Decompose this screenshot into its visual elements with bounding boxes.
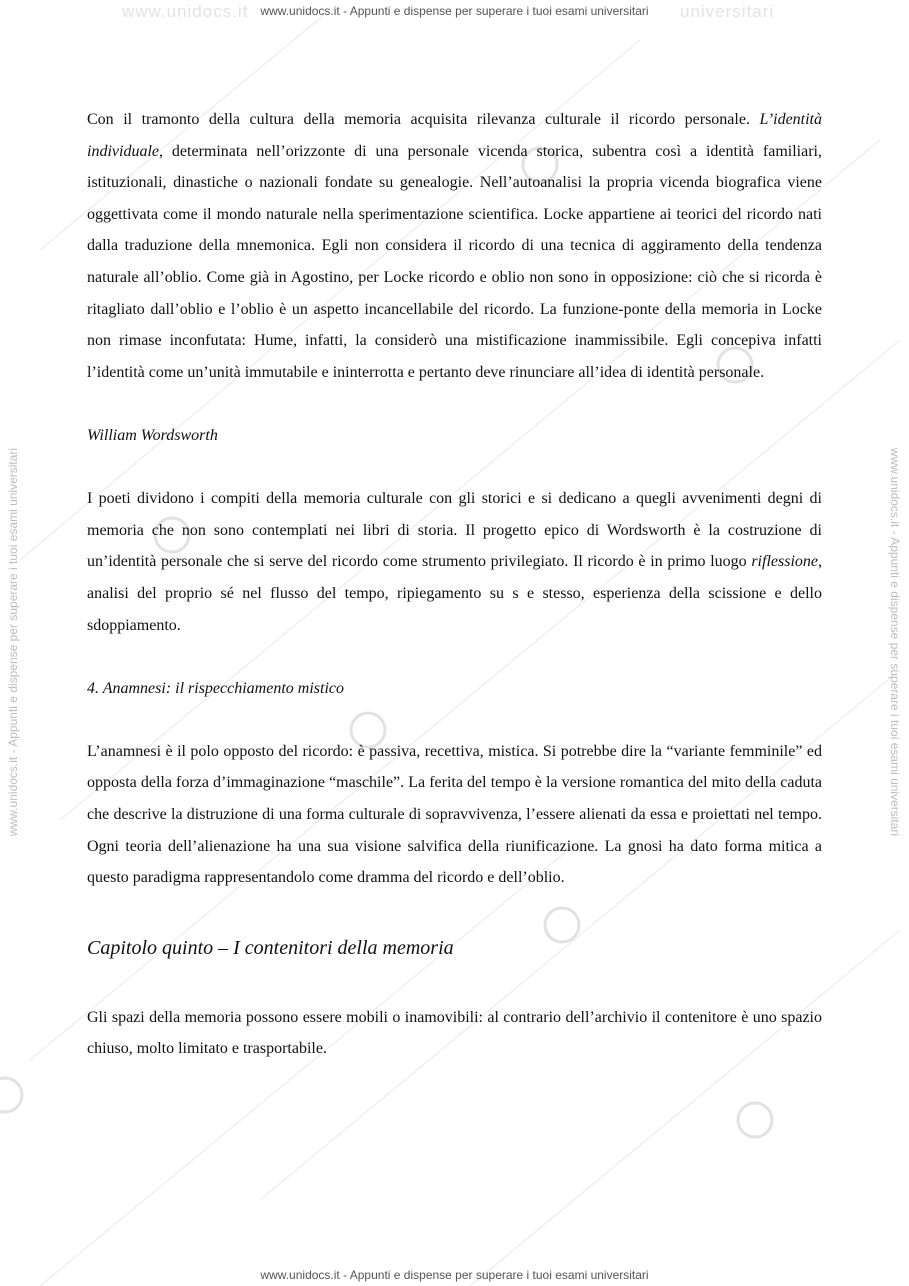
watermark-side-left: www.unidocs.it - Appunti e dispense per superare i tuoi esami universitari [6,447,20,837]
paragraph-contenitori: Gli spazi della memoria possono essere mobili o inamovibili: al contrario dell’archivio il contenitore è uno spazio chiuso, molto limitato e trasportabile. [87,1008,822,1058]
watermark-bottom: www.unidocs.it - Appunti e dispense per superare i tuoi esami universitari [260,1268,649,1282]
watermark-top: www.unidocs.it - Appunti e dispense per superare i tuoi esami universitari [260,4,649,18]
section-heading-anamnesi: 4. Anamnesi: il rispecchiamento mistico [87,679,344,697]
chapter-title: Capitolo quinto – I contenitori della memoria [87,936,454,959]
document-body [87,104,822,1065]
watermark-side-right: www.unidocs.it - Appunti e dispense per superare i tuoi esami universitari [888,447,902,837]
watermark-ghost-right: universitari [680,2,775,21]
paragraph-emphasis: riflessione [751,553,818,571]
paragraph-text: , determinata nell’orizzonte di una personale vicenda storica, subentra così a identità familiari, istituzionali, dinastiche o nazionali fondate su genealogie. Nell’autoanalisi la propria vicenda biografica viene oggettivata come il mondo naturale nella sperimentazione scientifica. Locke appartiene ai teorici del ricordo nati dalla traduzione della mnemonica. Egli non considera il ricordo di una tecnica di aggiramento della tendenza naturale all’oblio. Come già in Agostino, per Locke ricordo e oblio non sono in opposizione: ciò che si ricorda è ritagliato dall’oblio e l’oblio è un aspetto incancellabile del ricordo. La funzione-ponte della memoria in Locke non rimase inconfutata: Hume, infatti, la considerò una mistificazione inammissibile. Egli concepiva infatti l’identità come un’unità immutabile e ininterrotta e pertanto deve rinunciare all’idea di identità personale. [87,142,822,381]
paragraph-anamnesi: L’anamnesi è il polo opposto del ricordo: è passiva, recettiva, mistica. Si potrebbe dire la “variante femminile” ed opposta della forza d’immaginazione “maschile”. La ferita del tempo è la versione romantica del mito della caduta che descrive la distruzione di una forma culturale di sopravvivenza, l’essere alienati da essa e proiettati nel tempo. Ogni teoria dell’alienazione ha una sua visione salvifica della riunificazione. La gnosi ha dato forma mitica a questo paradigma rappresentandolo come dramma del ricordo e dell’oblio. [87,742,822,887]
paragraph-text: I poeti dividono i compiti della memoria culturale con gli storici e si dedicano a quegli avvenimenti degni di memoria che non sono contemplati nei libri di storia. Il progetto epico di Wordsworth è la costruzione di un’identità personale che si serve del ricordo come strumento privilegiato. Il ricordo è in primo luogo [87,490,822,571]
paragraph-text: , analisi del proprio sé nel flusso del tempo, ripiegamento su s e stesso, esperienza della scissione e dello sdoppiamento. [87,553,822,634]
watermark-ghost-left: www.unidocs.it [122,2,249,21]
section-heading-wordsworth: William Wordsworth [87,426,218,444]
paragraph-wordsworth [87,483,822,641]
paragraph-emphasis: L’identità individuale [87,111,822,160]
paragraph-text: Con il tramonto della cultura della memoria acquisita rilevanza culturale il ricordo personale. [87,111,760,128]
paragraph-identita-individuale [87,104,822,388]
